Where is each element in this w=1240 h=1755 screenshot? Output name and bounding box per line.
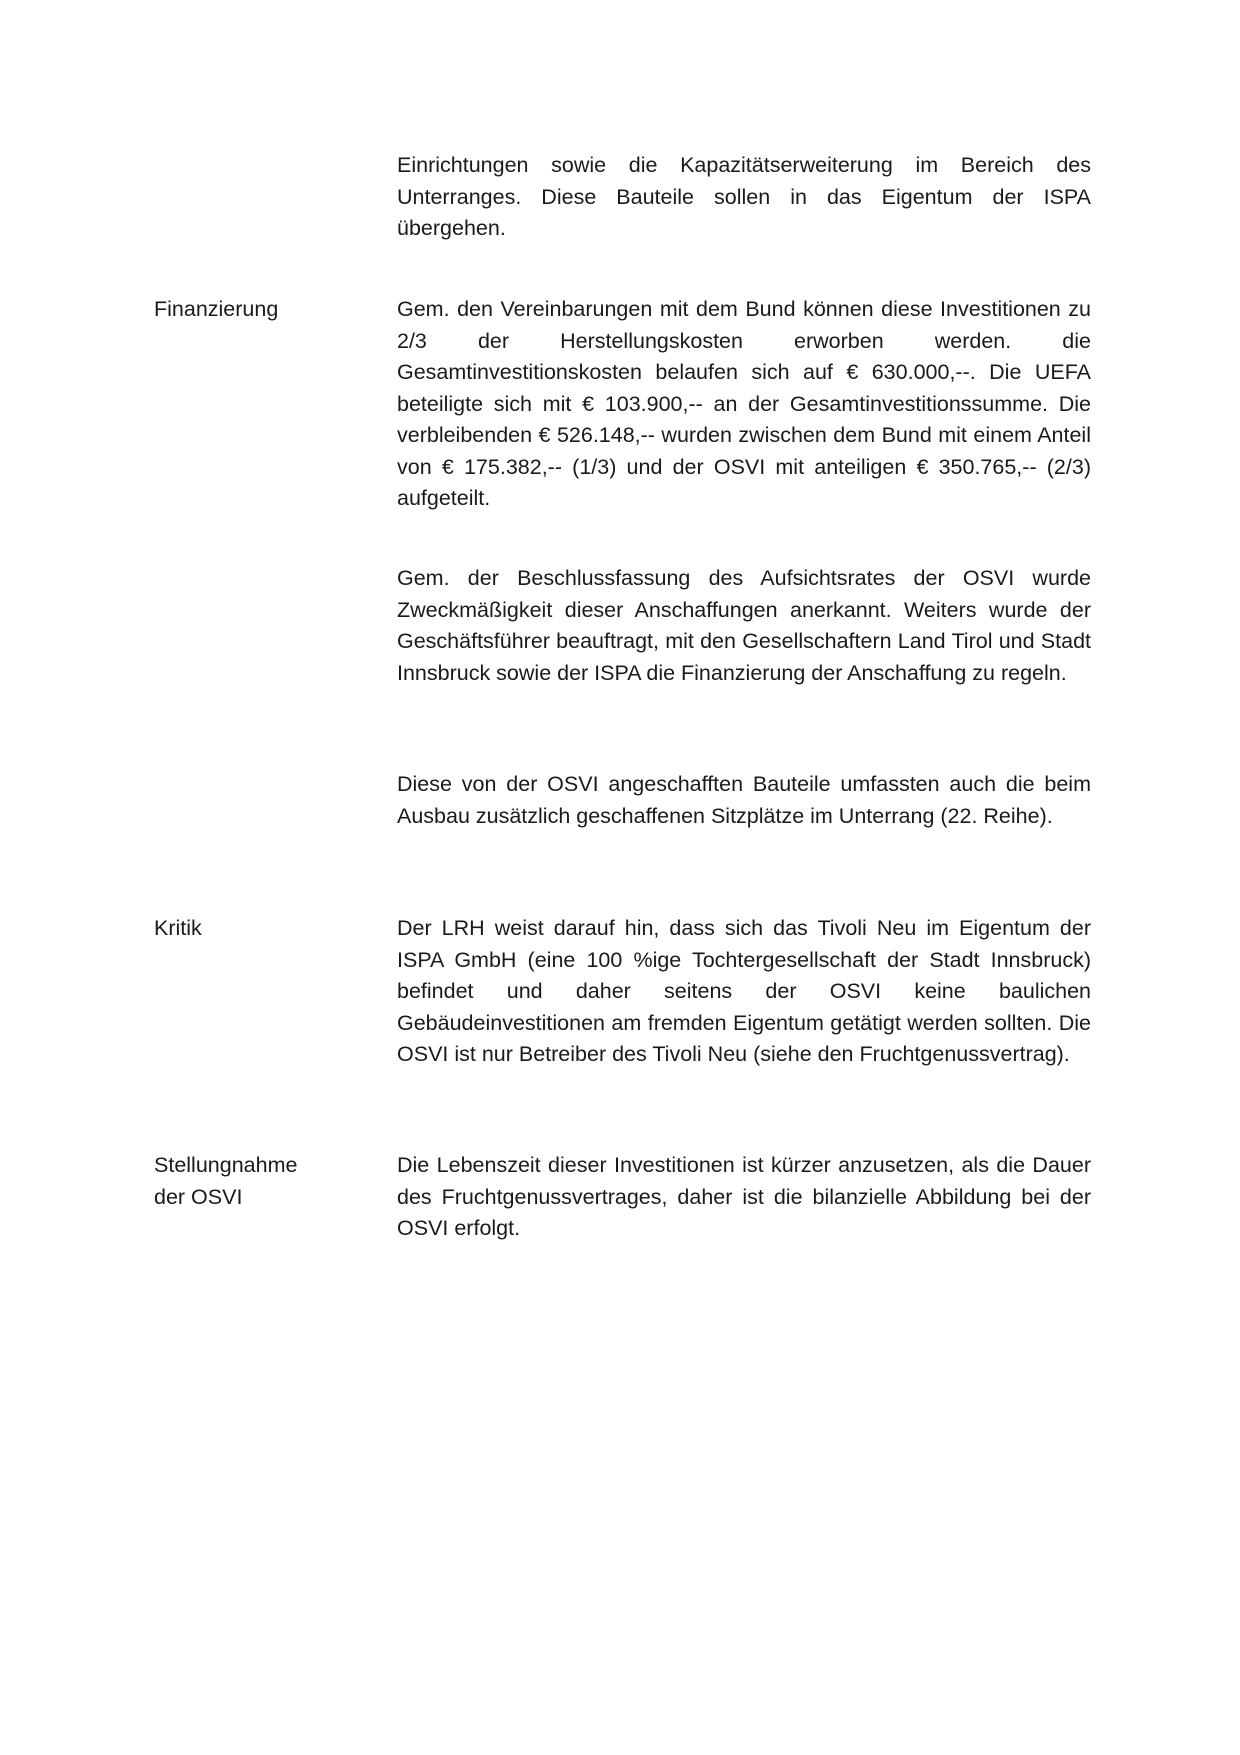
stellungnahme-label-line-1: Stellungnahme xyxy=(154,1153,298,1177)
finanzierung-paragraph-2: Gem. der Beschlussfassung des Aufsichtsrates der OSVI wurde Zweckmäßigkeit dieser Anschaffungen anerkannt. Weiters wurde der Geschäftsführer beauftragt, mit den Gesellschaftern Land Tirol und Stadt Innsbruck sowie der ISPA die Finanzierung der Anschaffung zu regeln. xyxy=(397,566,1091,685)
stellungnahme-paragraph: Die Lebenszeit dieser Investitionen ist kürzer anzusetzen, als die Dauer des Fruchtgenussvertrages, daher ist die bilanzielle Abbildung bei der OSVI erfolgt. xyxy=(397,1153,1091,1240)
finanzierung-paragraph-3: Diese von der OSVI angeschafften Bauteile umfassten auch die beim Ausbau zusätzlich geschaffenen Sitzplätze im Unterrang (22. Reihe). xyxy=(397,772,1091,828)
kritik-label: Kritik xyxy=(154,916,202,940)
stellungnahme-label-line-2: der OSVI xyxy=(154,1184,243,1209)
kritik-paragraph: Der LRH weist darauf hin, dass sich das Tivoli Neu im Eigentum der ISPA GmbH (eine 100 %ige Tochtergesellschaft der Stadt Innsbruck) befindet und daher seitens der OSVI keine baulichen Gebäudeinvestitionen am fremden Eigentum getätigt werden sollten. Die OSVI ist nur Betreiber des Tivoli Neu (siehe den Fruchtgenussvertrag). xyxy=(397,916,1091,1066)
intro-paragraph: Einrichtungen sowie die Kapazitätserweiterung im Bereich des Unterranges. Diese Bauteile sollen in das Eigentum der ISPA übergehen. xyxy=(397,153,1091,240)
finanzierung-label: Finanzierung xyxy=(154,297,279,321)
finanzierung-paragraph-1: Gem. den Vereinbarungen mit dem Bund können diese Investitionen zu 2/3 der Herstellungskosten erworben werden. die Gesamtinvestitionskosten belaufen sich auf € 630.000,--. Die UEFA beteiligte sich mit € 103.900,-- an der Gesamtinvestitionssumme. Die verbleibenden € 526.148,-- wurden zwischen dem Bund mit einem Anteil von € 175.382,-- (1/3) und der OSVI mit anteiligen € 350.765,-- (2/3) aufgeteilt. xyxy=(397,297,1091,510)
stellungnahme-label xyxy=(154,1150,374,1213)
